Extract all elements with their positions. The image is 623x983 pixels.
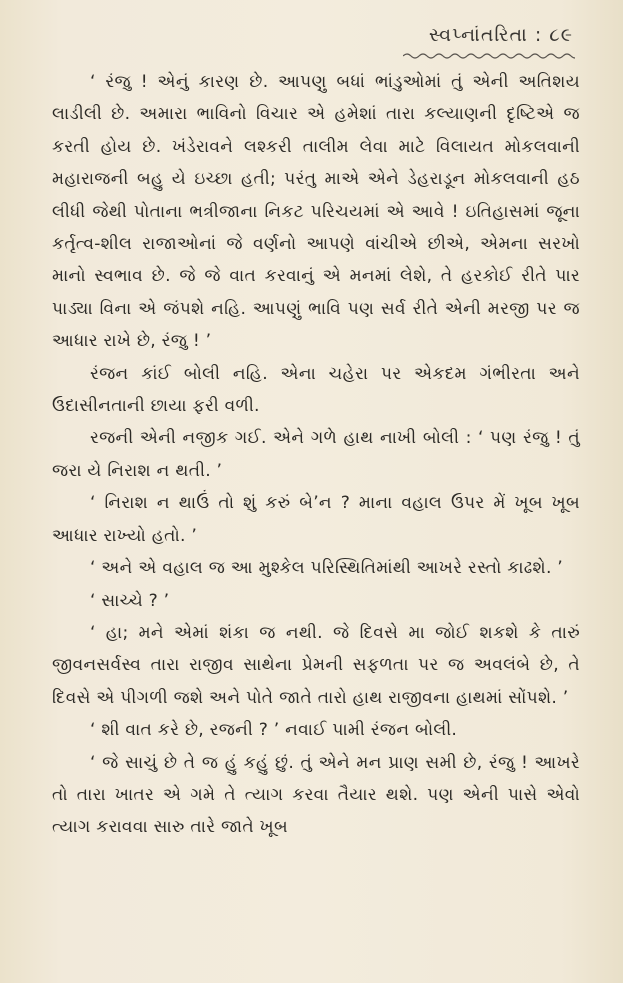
paragraph-9: ‘ જે સાચું છે તે જ હું કહું છું. તું એને મન પ્રાણ સમી છે, રંજુ ! આખરે તો તારા ખાતર એ ગમે તે ત્યાગ કરવા તૈયાર થશે. પણ એની પાસે એવો ત્યાગ કરાવવા સારુ તારે જાતે ખૂબ <box>52 752 580 838</box>
running-title: સ્વપ્નાંતરિતા <box>428 24 528 46</box>
paragraph-4: ‘ નિરાશ ન થાઉં તો શું કરું બે’ન ? માના વહાલ ઉપર મેં ખૂબ ખૂબ આધાર રાખ્યો હતો. ’ <box>52 493 580 546</box>
paragraph-8: ‘ શી વાત કરે છે, રજની ? ’ નવાઈ પામી રંજન બોલી. <box>90 720 458 741</box>
paragraph-7: ‘ હા; મને એમાં શંકા જ નથી. જે દિવસે મા જોઈ શકશે કે તારું જીવનસર્વસ્વ તારા રાજીવ સાથેના પ્રેમની સફળતા પર જ અવલંબે છે, તે દિવસે એ પીગળી જશે અને પોતે જાતે તારો હાથ રાજીવના હાથમાં સોંપશે. ’ <box>52 622 580 708</box>
header-separator: : <box>534 24 543 46</box>
decorative-wavy-rule <box>403 52 575 60</box>
paragraph-1: ‘ રંજુ ! એનું કારણ છે. આપણુ બધાં ભાંડુઓમાં તું એની અતિશય લાડીલી છે. અમારા ભાવિનો વિચાર એ હમેશાં તારા કલ્યાણની દૃષ્ટિએ જ કરતી હોય છે. ખંડેરાવને લશ્કરી તાલીમ લેવા માટે વિલાયત મોકલવાની મહારાજની બહુ યે ઇચ્છા હતી; પરંતુ માએ એને ડેહરાડૂન મોકલવાની હઠ લીધી જેથી પોતાના ભત્રીજાના નિકટ પરિચયમાં એ આવે ! ઇતિહાસમાં જૂના કર્તૃત્વ-શીલ રાજાઓનાં જે વર્ણનો આપણે વાંચીએ છીએ, એમના સરખો માનો સ્વભાવ છે. જે જે વાત કરવાનું એ મનમાં લેશે, તે હરકોઈ રીતે પાર પાડ્યા વિના એ જંપશે નહિ. આપણું ભાવિ પણ સર્વ રીતે એની મરજી પર જ આધાર રાખે છે, રંજુ ! ’ <box>52 72 580 352</box>
paragraph-2: રંજન કાંઈ બોલી નહિ. એના ચહેરા પર એકદમ ગંભીરતા અને ઉદાસીનતાની છાયા ફરી વળી. <box>52 363 580 417</box>
page-number: ૮૯ <box>549 24 573 46</box>
paragraph-5: ‘ અને એ વહાલ જ આ મુશ્કેલ પરિસ્થિતિમાંથી આખરે રસ્તો કાઢશે. ’ <box>90 558 563 579</box>
body-text <box>52 66 580 844</box>
paragraph-6: ‘ સાચ્ચે ? ’ <box>90 590 170 611</box>
paragraph-3: રજની એની નજીક ગઈ. એને ગળે હાથ નાખી બોલી : ‘ પણ રંજુ ! તું જરા યે નિરાશ ન થતી. ’ <box>52 428 580 481</box>
running-head <box>429 24 573 46</box>
